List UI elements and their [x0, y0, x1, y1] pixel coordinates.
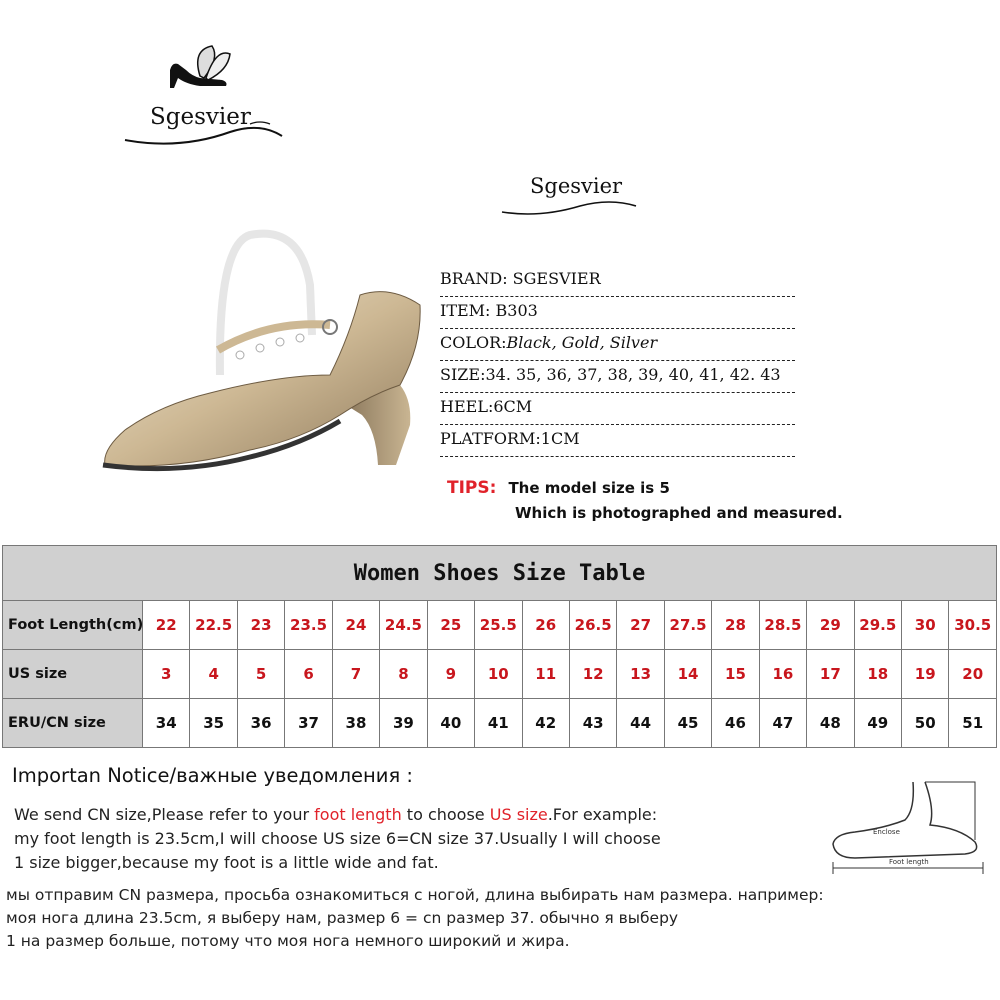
size-table-cell: 9 — [427, 650, 474, 699]
tips-label: TIPS: — [447, 478, 497, 498]
spec-value: Black, Gold, Silver — [506, 333, 658, 352]
size-table-cell: 51 — [949, 699, 997, 748]
notice-en-line2: my foot length is 23.5cm,I will choose US size 6=CN size 37.Usually I will choose — [14, 829, 661, 848]
size-table-cell: 35 — [190, 699, 237, 748]
spec-label: COLOR: — [440, 333, 507, 352]
spec-size — [440, 361, 795, 393]
notice-title: Importan Notice/важные уведомления : — [12, 764, 413, 787]
size-table-cell: 27.5 — [664, 601, 711, 650]
size-table-cell: 43 — [569, 699, 616, 748]
size-table-cell: 25.5 — [475, 601, 522, 650]
size-table-cell: 28.5 — [759, 601, 806, 650]
size-table-cell: 20 — [949, 650, 997, 699]
size-table-cell: 29 — [807, 601, 854, 650]
spec-value: 34. 35, 36, 37, 38, 39, 40, 41, 42. 43 — [485, 365, 781, 384]
size-table-cell: 46 — [712, 699, 759, 748]
tips-line1: The model size is 5 — [508, 479, 670, 497]
product-specs — [440, 265, 795, 457]
spec-platform — [440, 425, 795, 457]
size-table-row — [3, 650, 997, 699]
size-table-cell: 23.5 — [285, 601, 332, 650]
size-table-cell: 34 — [143, 699, 190, 748]
spec-color — [440, 329, 795, 361]
size-table-row-header: Foot Length(cm) — [3, 601, 143, 650]
size-table-cell: 39 — [380, 699, 427, 748]
tips-line2: Which is photographed and measured. — [515, 504, 843, 522]
size-table-cell: 25 — [427, 601, 474, 650]
size-table-cell: 47 — [759, 699, 806, 748]
size-table-cell: 26 — [522, 601, 569, 650]
spec-brand — [440, 265, 795, 297]
size-table-cell: 10 — [475, 650, 522, 699]
size-table-cell: 8 — [380, 650, 427, 699]
size-table-row — [3, 699, 997, 748]
size-table-cell: 28 — [712, 601, 759, 650]
size-table-cell: 42 — [522, 699, 569, 748]
foot-enclose-label: Enclose — [873, 828, 900, 836]
size-table-cell: 3 — [143, 650, 190, 699]
spec-value: B303 — [495, 301, 538, 320]
spec-label: ITEM: — [440, 301, 496, 320]
size-table-cell: 7 — [332, 650, 379, 699]
brand-logo-text: Sgesvier — [530, 174, 623, 198]
size-table-title: Women Shoes Size Table — [3, 546, 997, 601]
spec-label: BRAND: — [440, 269, 513, 288]
product-shoe-image — [100, 225, 435, 495]
spec-value: SGESVIER — [512, 269, 601, 288]
brand-logo-small — [500, 172, 640, 222]
size-table-cell: 19 — [902, 650, 949, 699]
size-table — [2, 545, 997, 748]
size-table-cell: 38 — [332, 699, 379, 748]
notice-en-line1: We send CN size,Please refer to your foot length to choose US size.For example: — [14, 805, 658, 824]
size-table-cell: 37 — [285, 699, 332, 748]
size-table-cell: 13 — [617, 650, 664, 699]
spec-label: SIZE: — [440, 365, 486, 384]
tips-block — [447, 478, 843, 522]
notice-english — [14, 803, 661, 875]
spec-label: HEEL: — [440, 397, 494, 416]
size-table-cell: 24 — [332, 601, 379, 650]
foot-measure-diagram — [825, 780, 995, 880]
size-table-cell: 6 — [285, 650, 332, 699]
size-table-cell: 24.5 — [380, 601, 427, 650]
brand-logo-text: Sgesvier — [150, 104, 251, 130]
size-table-cell: 41 — [475, 699, 522, 748]
size-table-cell: 18 — [854, 650, 901, 699]
spec-item — [440, 297, 795, 329]
size-table-cell: 27 — [617, 601, 664, 650]
notice-ru-line3: 1 на размер больше, потому что моя нога немного широкий и жира. — [6, 932, 570, 950]
spec-label: PLATFORM: — [440, 429, 541, 448]
size-table-row-header: US size — [3, 650, 143, 699]
foot-length-label: Foot length — [889, 858, 929, 866]
size-table-cell: 16 — [759, 650, 806, 699]
spec-value: 1CM — [540, 429, 580, 448]
size-table-cell: 49 — [854, 699, 901, 748]
size-table-cell: 36 — [237, 699, 284, 748]
size-table-cell: 30 — [902, 601, 949, 650]
size-table-cell: 14 — [664, 650, 711, 699]
size-table-cell: 22 — [143, 601, 190, 650]
size-table-cell: 45 — [664, 699, 711, 748]
notice-ru-line1: мы отправим CN размера, просьба ознакомиться с ногой, длина выбирать нам размера. например: — [6, 886, 824, 904]
size-table-row-header: ERU/CN size — [3, 699, 143, 748]
size-table-cell: 15 — [712, 650, 759, 699]
size-table-cell: 26.5 — [569, 601, 616, 650]
size-table-cell: 30.5 — [949, 601, 997, 650]
notice-ru-line2: моя нога длина 23.5cm, я выберу нам, размер 6 = cn размер 37. обычно я выберу — [6, 909, 679, 927]
butterfly-heel-icon — [120, 40, 290, 160]
size-table-cell: 29.5 — [854, 601, 901, 650]
notice-russian — [6, 884, 824, 953]
size-table-cell: 44 — [617, 699, 664, 748]
size-table-cell: 40 — [427, 699, 474, 748]
spec-heel — [440, 393, 795, 425]
brand-logo-large — [120, 40, 290, 160]
size-table-row — [3, 601, 997, 650]
spec-value: 6CM — [493, 397, 533, 416]
size-table-cell: 50 — [902, 699, 949, 748]
size-table-cell: 12 — [569, 650, 616, 699]
size-table-cell: 22.5 — [190, 601, 237, 650]
size-table-cell: 17 — [807, 650, 854, 699]
size-table-cell: 5 — [237, 650, 284, 699]
size-table-cell: 4 — [190, 650, 237, 699]
size-table-cell: 11 — [522, 650, 569, 699]
size-table-cell: 48 — [807, 699, 854, 748]
notice-en-line3: 1 size bigger,because my foot is a little wide and fat. — [14, 853, 439, 872]
size-table-cell: 23 — [237, 601, 284, 650]
